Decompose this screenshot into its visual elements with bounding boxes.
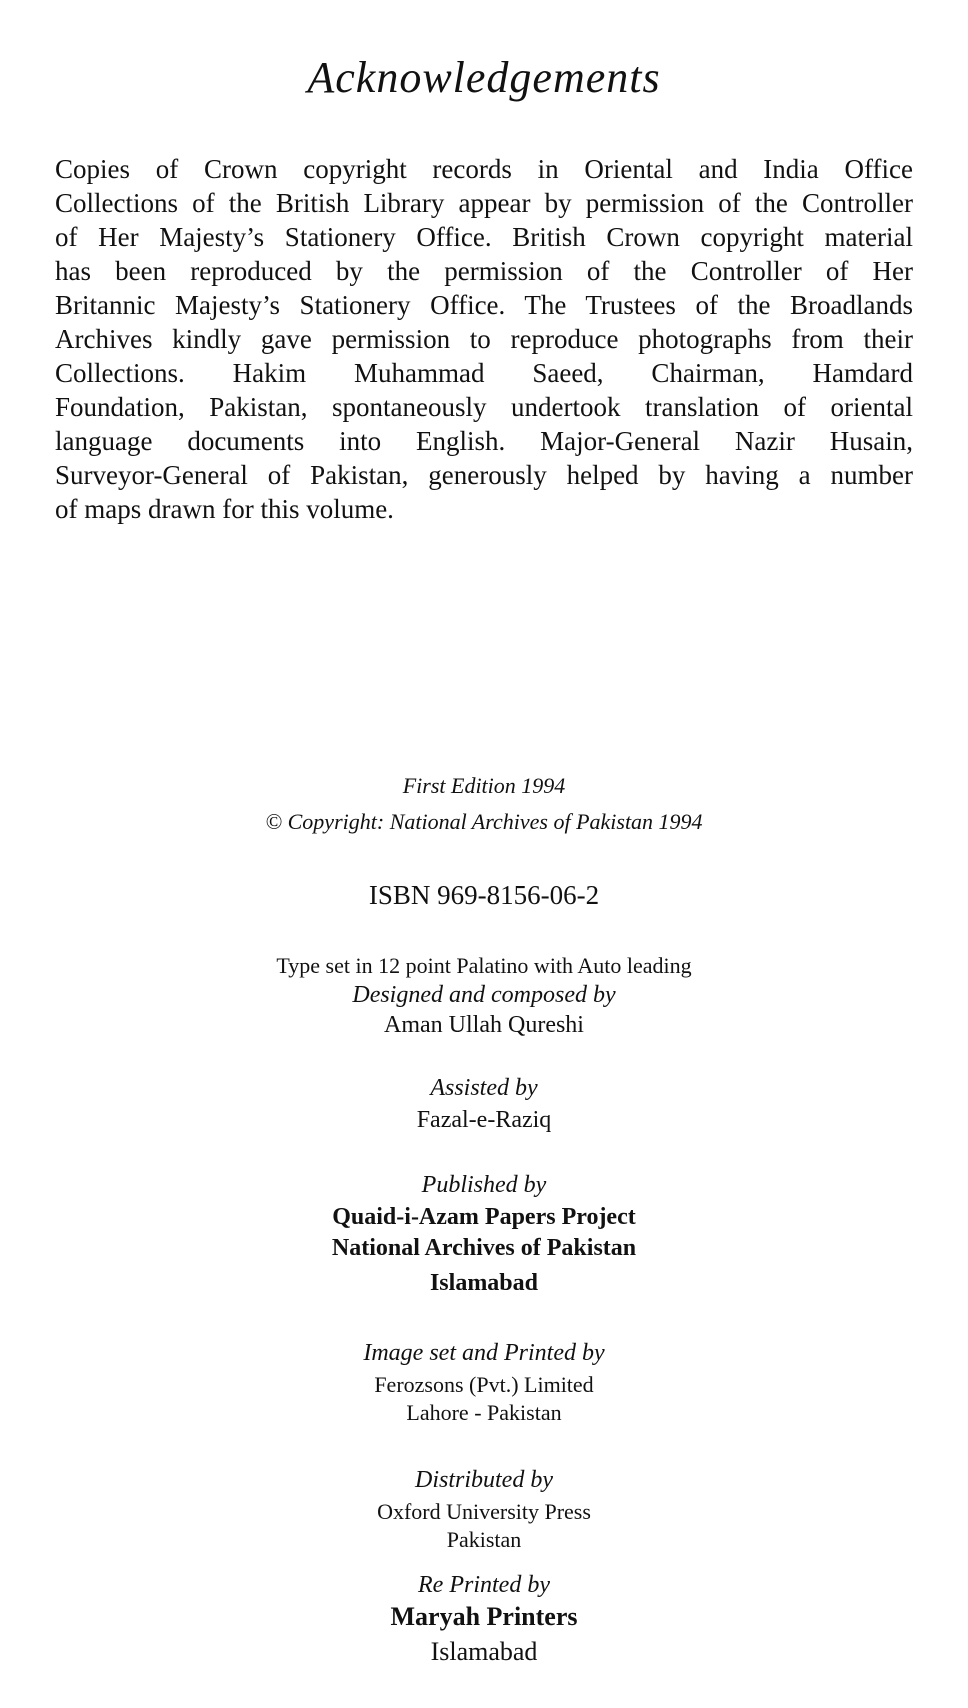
designed-label: Designed and composed by <box>352 982 616 1008</box>
edition-line: First Edition 1994 <box>402 773 566 798</box>
distributor-line: Pakistan <box>446 1527 522 1552</box>
paragraph-line: Foundation, Pakistan, spontaneously undertook translation of oriental <box>55 392 913 422</box>
printer-line: Lahore - Pakistan <box>406 1400 562 1425</box>
assisted-label: Assisted by <box>430 1075 538 1101</box>
assistant-name: Fazal-e-Raziq <box>416 1107 552 1133</box>
printer-line: Ferozsons (Pvt.) Limited <box>374 1372 594 1397</box>
typeset-line: Type set in 12 point Palatino with Auto leading <box>276 953 692 978</box>
paragraph-line: Collections. Hakim Muhammad Saeed, Chairman, Hamdard <box>55 358 913 388</box>
publisher-line: Islamabad <box>429 1270 539 1296</box>
paragraph-line: Copies of Crown copyright records in Oriental and India Office <box>55 154 913 184</box>
paragraph-line: Archives kindly gave permission to reproduce photographs from their <box>55 324 913 354</box>
reprinted-label: Re Printed by <box>418 1572 550 1598</box>
acknowledgement-paragraph <box>55 152 913 526</box>
paragraph-line: of Her Majesty’s Stationery Office. British Crown copyright material <box>55 222 913 252</box>
paragraph-line: Britannic Majesty’s Stationery Office. The Trustees of the Broadlands <box>55 290 913 320</box>
reprinter-name: Maryah Printers <box>390 1602 578 1631</box>
paragraph-line: language documents into English. Major-General Nazir Husain, <box>55 426 913 456</box>
paragraph-line: has been reproduced by the permission of the Controller of Her <box>55 256 913 286</box>
page-title: Acknowledgements <box>307 53 661 102</box>
publisher-line: National Archives of Pakistan <box>331 1235 637 1261</box>
designer-name: Aman Ullah Qureshi <box>384 1012 584 1038</box>
paragraph-line: of maps drawn for this volume. <box>55 494 394 524</box>
distributor-line: Oxford University Press <box>377 1499 591 1524</box>
isbn-line: ISBN 969-8156-06-2 <box>368 880 600 910</box>
publisher-line: Quaid-i-Azam Papers Project <box>332 1204 636 1230</box>
paragraph-line: Collections of the British Library appear by permission of the Controller <box>55 188 913 218</box>
copyright-line: © Copyright: National Archives of Pakistan 1994 <box>265 809 703 834</box>
reprinter-city: Islamabad <box>430 1637 538 1666</box>
printed-label: Image set and Printed by <box>363 1340 605 1366</box>
published-label: Published by <box>421 1172 547 1198</box>
distributed-label: Distributed by <box>415 1467 553 1493</box>
paragraph-line: Surveyor-General of Pakistan, generously helped by having a number <box>55 460 913 490</box>
